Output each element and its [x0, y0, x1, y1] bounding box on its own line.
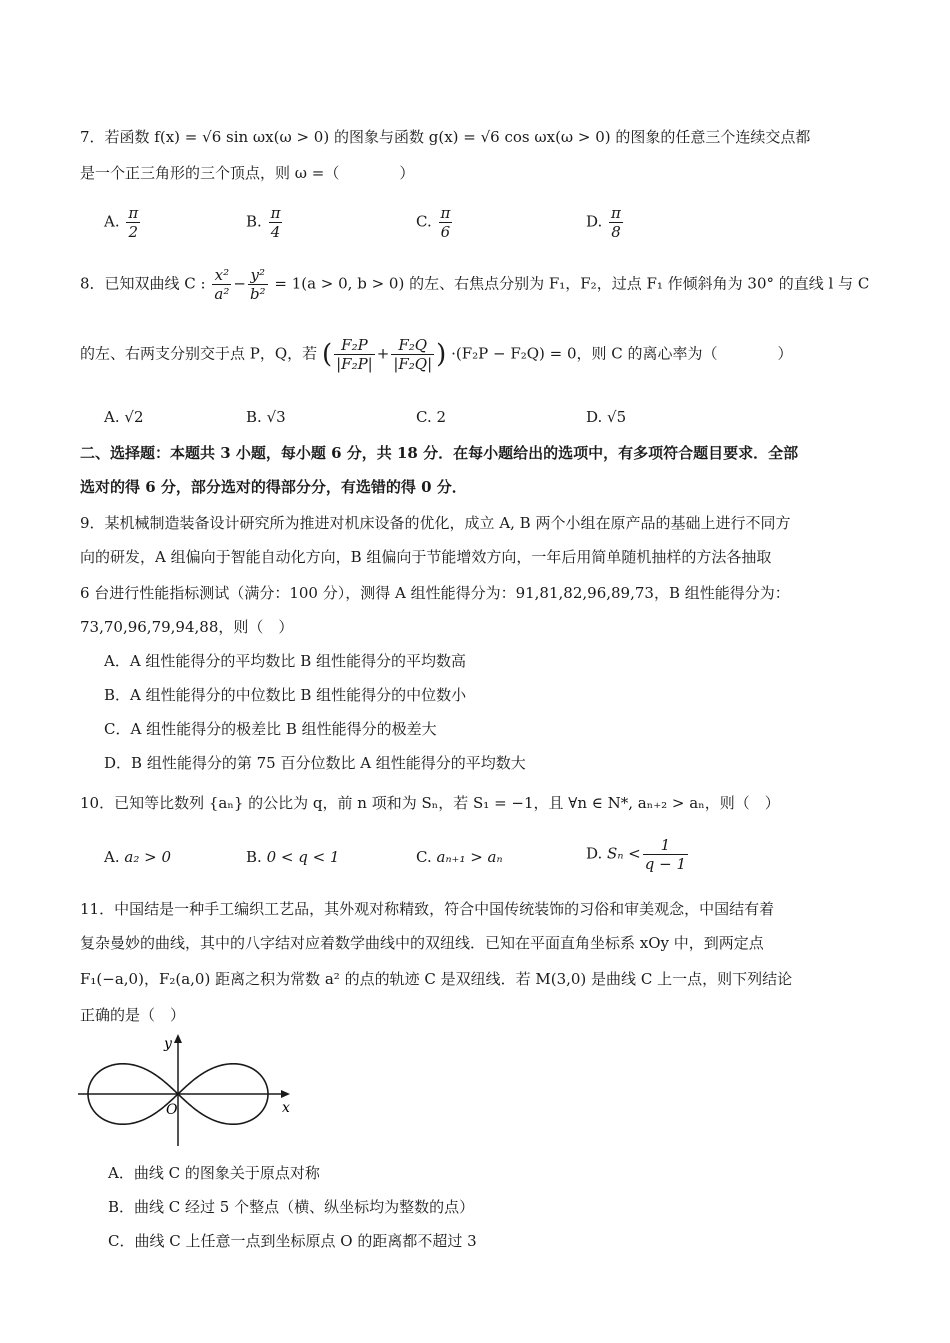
q10-option-b: [246, 846, 339, 868]
denominator: b²: [249, 285, 266, 303]
lemniscate-figure: [76, 1030, 296, 1148]
option-text: 2: [436, 408, 447, 426]
q8-option-d: [586, 406, 626, 428]
q8-line2-suffix: ·(F₂P − F₂Q) = 0，则 C 的离心率为（ ）: [451, 344, 793, 363]
denominator: 6: [440, 223, 451, 241]
q7-line2: 是一个正三角形的三个顶点，则 ω =（ ）: [80, 164, 415, 182]
denominator: |F₂Q|: [393, 355, 433, 373]
x-axis-arrow: [281, 1090, 290, 1098]
q7-option-a: [104, 204, 142, 241]
section2-line1: 二、选择题：本题共 3 小题，每小题 6 分，共 18 分．在每小题给出的选项中，有多项符合题目要求．全部: [80, 444, 799, 462]
q7-option-c: [416, 204, 454, 241]
q9-line1: 9．某机械制造装备设计研究所为推进对机床设备的优化，成立 A, B 两个小组在原产品的基础上进行不同方: [80, 514, 791, 532]
q10-option-c: [416, 846, 503, 868]
fraction: [439, 204, 453, 241]
option-text: √5: [607, 408, 627, 426]
option-letter: B.: [246, 848, 262, 866]
q8-option-b: [246, 406, 286, 428]
q7-option-d: [586, 204, 625, 241]
q9-option-c: C．A 组性能得分的极差比 B 组性能得分的极差大: [104, 720, 437, 738]
numerator: 1: [643, 836, 688, 855]
option-letter: A.: [104, 212, 120, 231]
right-paren: ): [436, 339, 447, 370]
numerator: x²: [212, 266, 231, 285]
option-letter: A.: [104, 408, 120, 426]
option-text: 0 < q < 1: [266, 848, 340, 866]
y-axis-arrow: [174, 1034, 182, 1043]
denominator: |F₂P|: [336, 355, 373, 373]
q8-line2-prefix: 的左、右两支分别交于点 P，Q，若: [80, 344, 318, 363]
numerator: π: [440, 204, 451, 222]
q7-line1: 7．若函数 f(x) = √6 sin ωx(ω > 0) 的图象与函数 g(x) = √6 cos ωx(ω > 0) 的图象的任意三个连续交点都: [80, 128, 811, 146]
fraction: [126, 204, 140, 241]
numerator: π: [128, 204, 139, 222]
option-letter: C.: [416, 848, 432, 866]
fraction: [643, 836, 688, 873]
option-letter: D.: [586, 212, 603, 231]
numerator: π: [611, 204, 621, 222]
q11-option-b: B．曲线 C 经过 5 个整点（横、纵坐标均为整数的点）: [108, 1198, 475, 1216]
q9-option-d: D．B 组性能得分的第 75 百分位数比 A 组性能得分的平均数大: [104, 754, 526, 772]
unit-vector-f2q: [391, 336, 434, 373]
option-letter: B.: [246, 408, 262, 426]
numerator: F₂Q: [391, 336, 434, 355]
q9-line2: 向的研发，A 组偏向于智能自动化方向，B 组偏向于节能增效方向，一年后用简单随机抽样的方法各抽取: [80, 548, 772, 566]
q10-option-a: [104, 846, 171, 868]
option-text: aₙ₊₁ > aₙ: [436, 848, 503, 866]
q8-line1-prefix: 8．已知双曲线 C :: [80, 274, 206, 293]
q9-option-a: A．A 组性能得分的平均数比 B 组性能得分的平均数高: [104, 652, 466, 670]
denominator: 4: [270, 223, 281, 241]
q10-line1: 10．已知等比数列 {aₙ} 的公比为 q，前 n 项和为 Sₙ，若 S₁ = −1，且 ∀n ∈ N*, aₙ₊₂ > aₙ，则（ ）: [80, 794, 780, 812]
numerator: y²: [248, 266, 268, 285]
y-axis-label: y: [164, 1036, 172, 1052]
option-letter: D.: [586, 408, 603, 426]
option-text: a₂ > 0: [124, 848, 171, 866]
fraction-x2-a2: [212, 266, 231, 303]
q8-line2: 的左、右两支分别交于点 P，Q，若 ( $\frac{\text{F₂P}}{\text{|F₂P|}}$ + $\frac{\text{F₂Q}}{\text{|F₂Q|}}$ ) ·(F₂P − F₂Q) = 0，则 C 的离心率为（ ）: [80, 336, 793, 373]
numerator: F₂P: [334, 336, 375, 355]
denominator: q − 1: [644, 855, 686, 873]
option-letter: B.: [246, 212, 262, 231]
fraction: [609, 204, 623, 241]
q7-option-b: [246, 204, 284, 241]
x-axis-label: x: [282, 1100, 290, 1116]
q8-line1: 8．已知双曲线 C : $\frac{\text{x²}}{\text{a²}}$ − $\frac{\text{y²}}{\text{b²}}$ = 1(a > 0, b > 0) 的左、右焦点分别为 F₁，F₂，过点 F₁ 作倾斜角为 30° 的直线 l 与 C: [80, 266, 870, 303]
section2-line2: 选对的得 6 分，部分选对的得部分分，有选错的得 0 分．: [80, 478, 467, 496]
q10-option-d: [586, 836, 690, 873]
option-text: Sₙ <: [607, 844, 641, 863]
option-text: √2: [124, 408, 144, 426]
q9-option-b: B．A 组性能得分的中位数比 B 组性能得分的中位数小: [104, 686, 467, 704]
q11-option-c: C．曲线 C 上任意一点到坐标原点 O 的距离都不超过 3: [108, 1232, 477, 1250]
fraction-y2-b2: [248, 266, 268, 303]
q11-line4: 正确的是（ ）: [80, 1006, 186, 1024]
q11-line1: 11．中国结是一种手工编织工艺品，其外观对称精致，符合中国传统装饰的习俗和审美观念，中国结有着: [80, 900, 775, 918]
q8-option-c: [416, 406, 446, 428]
fraction: [269, 204, 283, 241]
option-letter: A.: [104, 848, 120, 866]
q11-line2: 复杂曼妙的曲线，其中的八字结对应着数学曲线中的双纽线．已知在平面直角坐标系 xOy 中，到两定点: [80, 934, 764, 952]
option-letter: C.: [416, 212, 432, 231]
unit-vector-f2p: [334, 336, 375, 373]
denominator: 2: [128, 223, 139, 241]
q9-line3: 6 台进行性能指标测试（满分：100 分），测得 A 组性能得分为：91,81,82,96,89,73，B 组性能得分为：: [80, 584, 790, 602]
q11-option-a: A．曲线 C 的图象关于原点对称: [108, 1164, 320, 1182]
q11-line3: F₁(−a,0)，F₂(a,0) 距离之积为常数 a² 的点的轨迹 C 是双纽线．若 M(3,0) 是曲线 C 上一点，则下列结论: [80, 970, 793, 988]
origin-label: O: [166, 1102, 178, 1118]
q8-option-a: [104, 406, 144, 428]
option-letter: D.: [586, 844, 603, 863]
option-letter: C.: [416, 408, 432, 426]
left-paren: (: [321, 339, 333, 370]
q9-line4: 73,70,96,79,94,88，则（ ）: [80, 618, 294, 636]
option-text: √3: [266, 408, 286, 426]
q8-line1-suffix: = 1(a > 0, b > 0) 的左、右焦点分别为 F₁，F₂，过点 F₁ 作倾斜角为 30° 的直线 l 与 C: [274, 274, 870, 293]
denominator: 8: [611, 223, 621, 241]
denominator: a²: [214, 285, 230, 303]
numerator: π: [270, 204, 281, 222]
